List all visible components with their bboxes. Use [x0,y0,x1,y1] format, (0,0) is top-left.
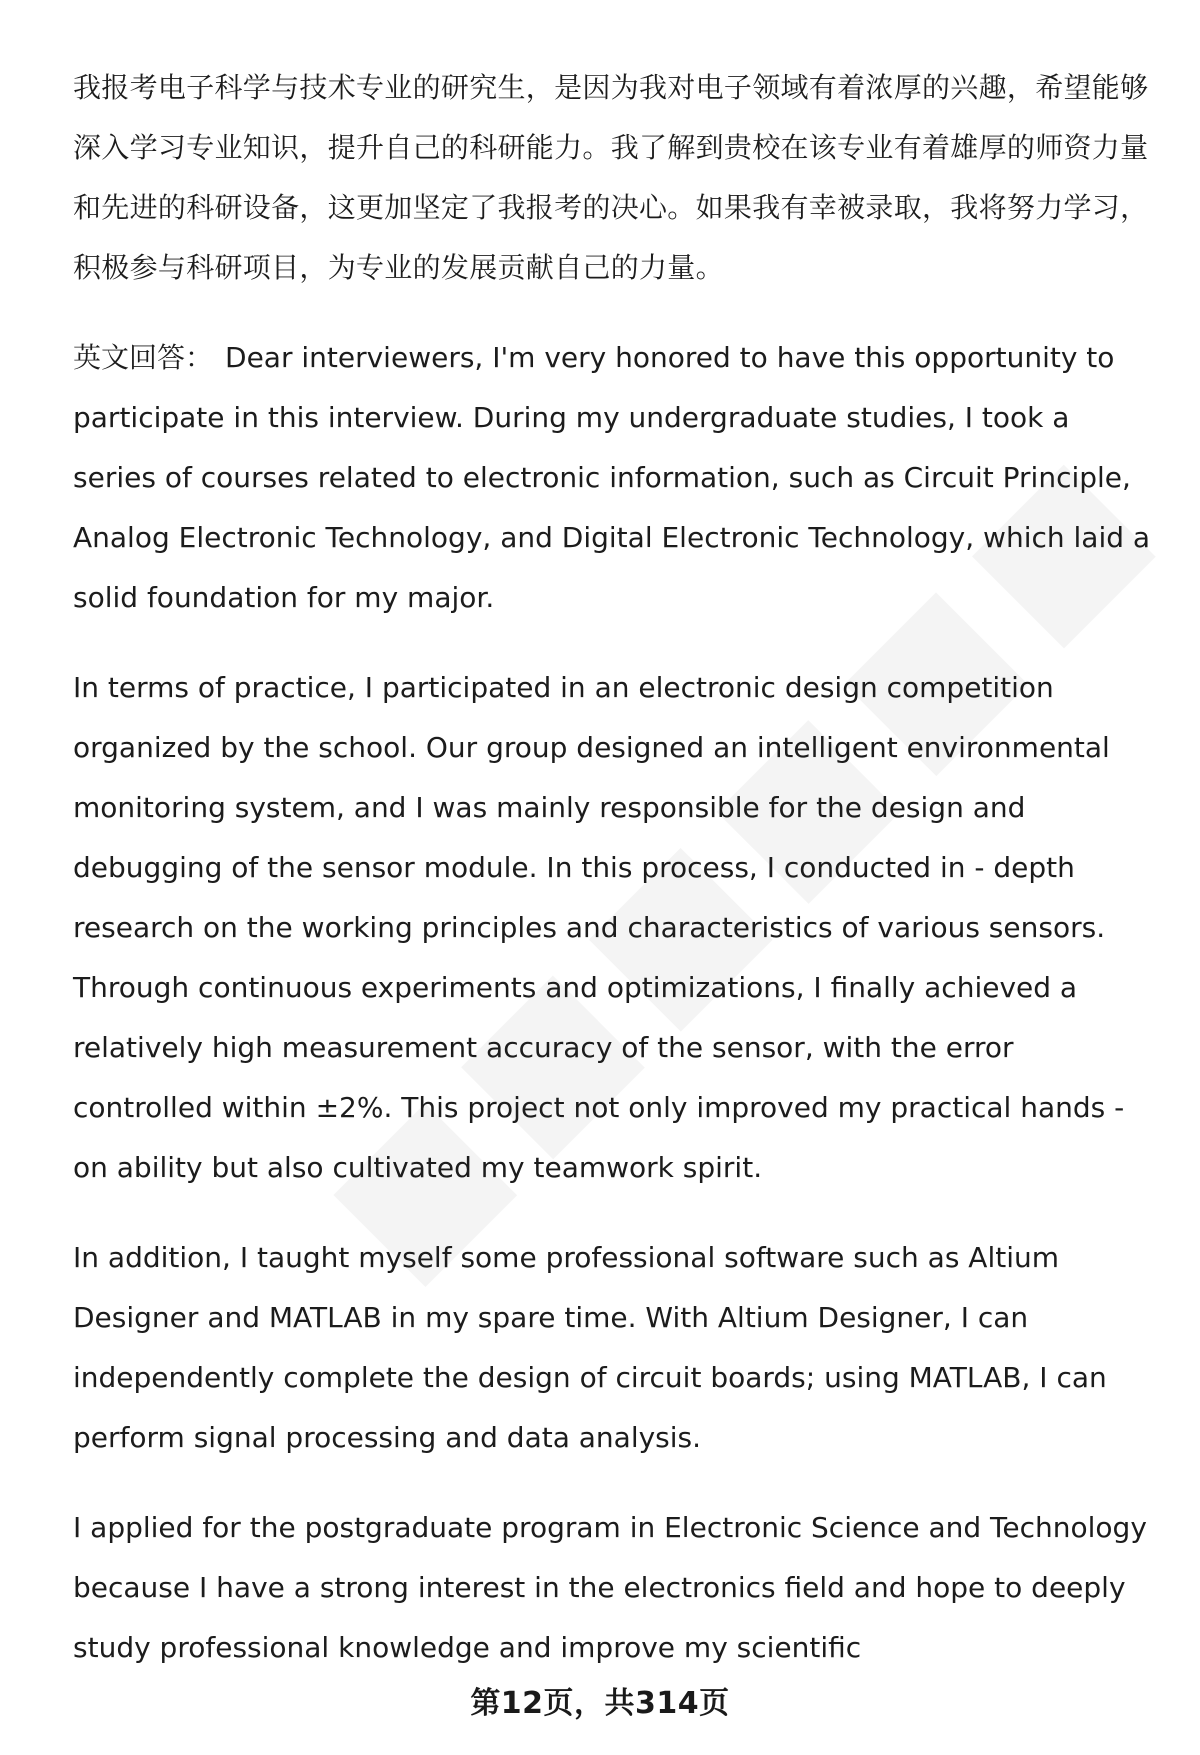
paragraph-english-answer-intro [73,328,1153,628]
paragraph-software-skills: In addition, I taught myself some professional software such as Altium Designer and MATLAB in my spare time. With Altium Designer, I can independently complete the design of circuit boards; using MATLAB, I can perform signal processing and data analysis. [73,1241,1107,1454]
document-body [73,58,1153,1708]
english-answer-text: Dear interviewers, I'm very honored to have this opportunity to participate in this interview. During my undergraduate studies, I took a series of courses related to electronic information, such as Circuit Principle, Analog Electronic Technology, and Digital Electronic Technology, which laid a solid foundation for my major. [73,341,1151,614]
page-number-footer: 第12页，共314页 [470,1686,730,1721]
paragraph-practice: In terms of practice, I participated in an electronic design competition organized by the school. Our group designed an intelligent environmental monitoring system, and I was mainly responsible for the design and debugging of the sensor module. In this process, I conducted in - depth research on the working principles and characteristics of various sensors. Through continuous experiments and optimizations, I finally achieved a relatively high measurement accuracy of the sensor, with the error controlled within ±2%. This project not only improved my practical hands - on ability but also cultivated my teamwork spirit. [73,671,1125,1184]
paragraph-chinese-answer: 我报考电子科学与技术专业的研究生，是因为我对电子领域有着浓厚的兴趣，希望能够深入学习专业知识，提升自己的科研能力。我了解到贵校在该专业有着雄厚的师资力量和先进的科研设备，这更加坚定了我报考的决心。如果我有幸被录取，我将努力学习，积极参与科研项目，为专业的发展贡献自己的力量。 [73,71,1149,284]
english-answer-label: 英文回答： [73,341,214,374]
paragraph-motivation: I applied for the postgraduate program in Electronic Science and Technology because I have a strong interest in the electronics field and hope to deeply study professional knowledge and improve my scientific [73,1511,1147,1664]
